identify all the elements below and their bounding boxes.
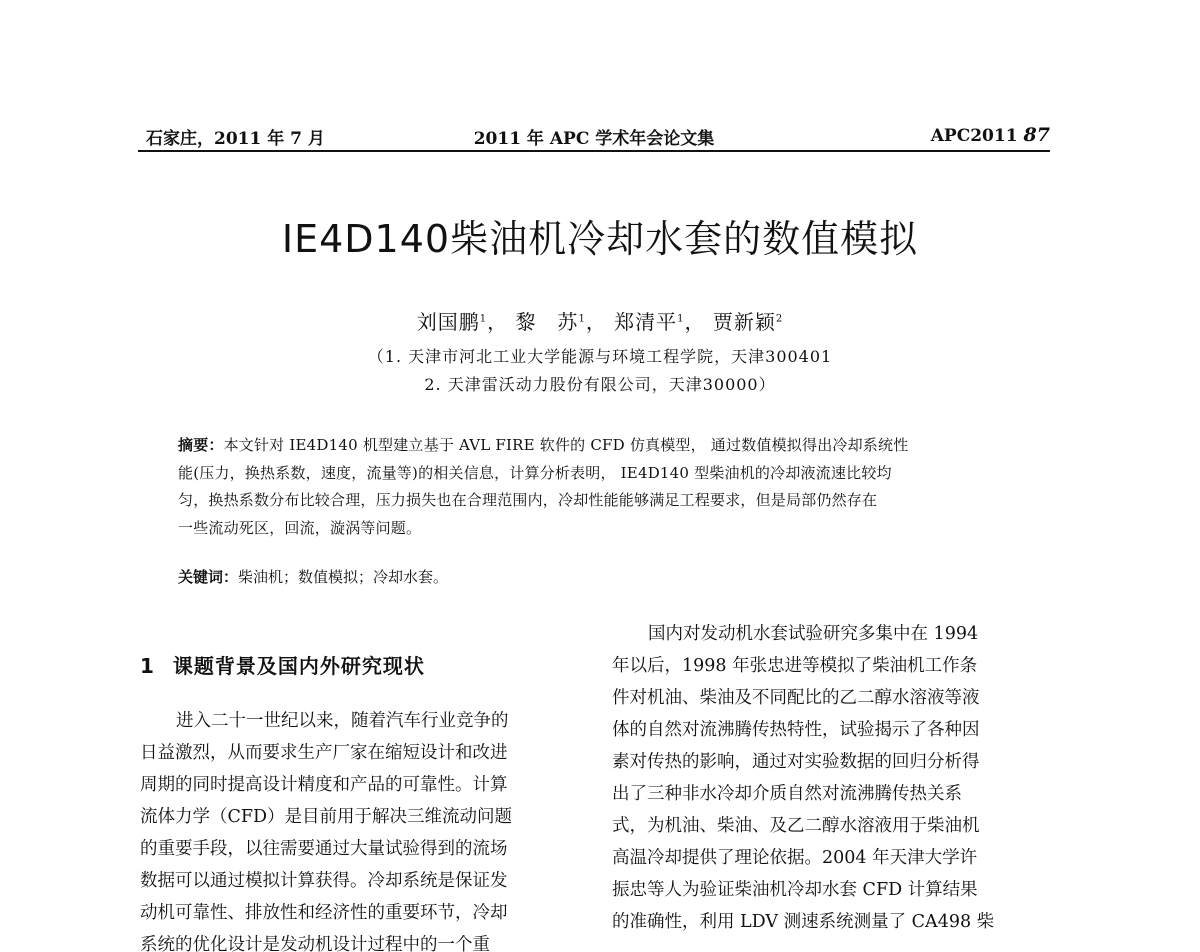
body-line: 年以后，1998 年张忠进等模拟了柴油机工作条 [612, 656, 978, 676]
section-title: 课题背景及国内外研究现状 [172, 654, 425, 678]
left-column [140, 705, 570, 952]
body-line: 振忠等人为验证柴油机冷却水套 CFD 计算结果 [612, 880, 978, 900]
paper-title: IE4D140柴油机冷却水套的数值模拟 [281, 217, 919, 261]
header-location-date: 石家庄，2011 年 7 月 [146, 129, 325, 149]
abstract-line: 能(压力，换热系数，速度，流量等)的相关信息，计算分析表明， IE4D140 型柴油机的冷却液流速比较均 [178, 463, 892, 482]
author-affil-mark: 1 [479, 313, 488, 325]
body-line: 的重要手段，以往需要通过大量试验得到的流场 [140, 839, 508, 859]
body-line: 件对机油、柴油及不同配比的乙二醇水溶液等液 [612, 688, 980, 708]
abstract-line: 匀，换热系数分布比较合理，压力损失也在合理范围内，冷却性能能够满足工程要求，但是局部仍然存在 [178, 491, 878, 509]
body-line: 素对传热的影响，通过对实验数据的回归分析得 [612, 752, 980, 772]
header-proceedings-title: 2011 年 APC 学术年会论文集 [473, 129, 715, 149]
author-name: 刘国鹏 [416, 310, 480, 334]
right-column [612, 618, 1052, 938]
abstract-label: 摘要： [178, 436, 224, 454]
author-affil-mark: 1 [578, 313, 586, 325]
body-line: 周期的同时提高设计精度和产品的可靠性。计算 [140, 775, 508, 795]
body-line: 体的自然对流沸腾传热特性，试验揭示了各种因 [612, 720, 980, 740]
author-separator: ， [684, 310, 706, 334]
abstract [178, 432, 1018, 542]
abstract-text: 本文针对 IE4D140 机型建立基于 AVL FIRE 软件的 CFD 仿真模型， 通过数值模拟得出冷却系统性 [223, 436, 909, 454]
abstract-line [178, 432, 1018, 460]
author-affil-mark: 2 [775, 313, 784, 325]
author-name: 黎 苏 [515, 310, 579, 334]
author-separator: ， [585, 310, 607, 334]
header-code-page [931, 124, 1050, 146]
author-affil-mark: 1 [677, 313, 685, 325]
keywords-text: 柴油机；数值模拟；冷却水套。 [238, 568, 449, 586]
body-line: 式，为机油、柴油、及乙二醇水溶液用于柴油机 [612, 816, 980, 836]
body-line: 系统的优化设计是发动机设计过程中的一个重 [140, 935, 490, 952]
section-heading [140, 650, 425, 679]
author-name: 贾新颖 [712, 310, 776, 334]
body-line: 高温冷却提供了理论依据。2004 年天津大学许 [612, 848, 978, 868]
body-line: 数据可以通过模拟计算获得。冷却系统是保证发 [140, 871, 508, 891]
body-line: 出了三种非水冷却介质自然对流沸腾传热关系 [612, 784, 962, 804]
page-number: 87 [1023, 124, 1050, 146]
author-list [0, 306, 1200, 335]
body-line: 日益激烈，从而要求生产厂家在缩短设计和改进 [140, 743, 508, 763]
author-separator: ， [487, 310, 509, 334]
body-line: 流体力学（CFD）是目前用于解决三维流动问题 [140, 807, 513, 827]
affiliation-1: （1. 天津市河北工业大学能源与环境工程学院，天津300401 [367, 347, 833, 366]
body-line: 国内对发动机水套试验研究多集中在 1994 [648, 624, 979, 644]
body-line: 的准确性，利用 LDV 测速系统测量了 CA498 柴 [612, 912, 995, 932]
abstract-line: 一些流动死区，回流，漩涡等问题。 [178, 518, 422, 537]
body-line: 动机可靠性、排放性和经济性的重要环节，冷却 [140, 903, 508, 923]
keywords [178, 566, 448, 587]
header-code: APC2011 [930, 126, 1018, 146]
running-header [138, 122, 1050, 148]
keywords-label: 关键词： [178, 568, 239, 586]
author-name: 郑清平 [614, 310, 678, 334]
section-number: 1 [140, 654, 155, 678]
affiliation-2: 2. 天津雷沃动力股份有限公司，天津30000） [424, 375, 776, 394]
header-rule [138, 150, 1050, 152]
body-line: 进入二十一世纪以来，随着汽车行业竞争的 [176, 711, 509, 731]
